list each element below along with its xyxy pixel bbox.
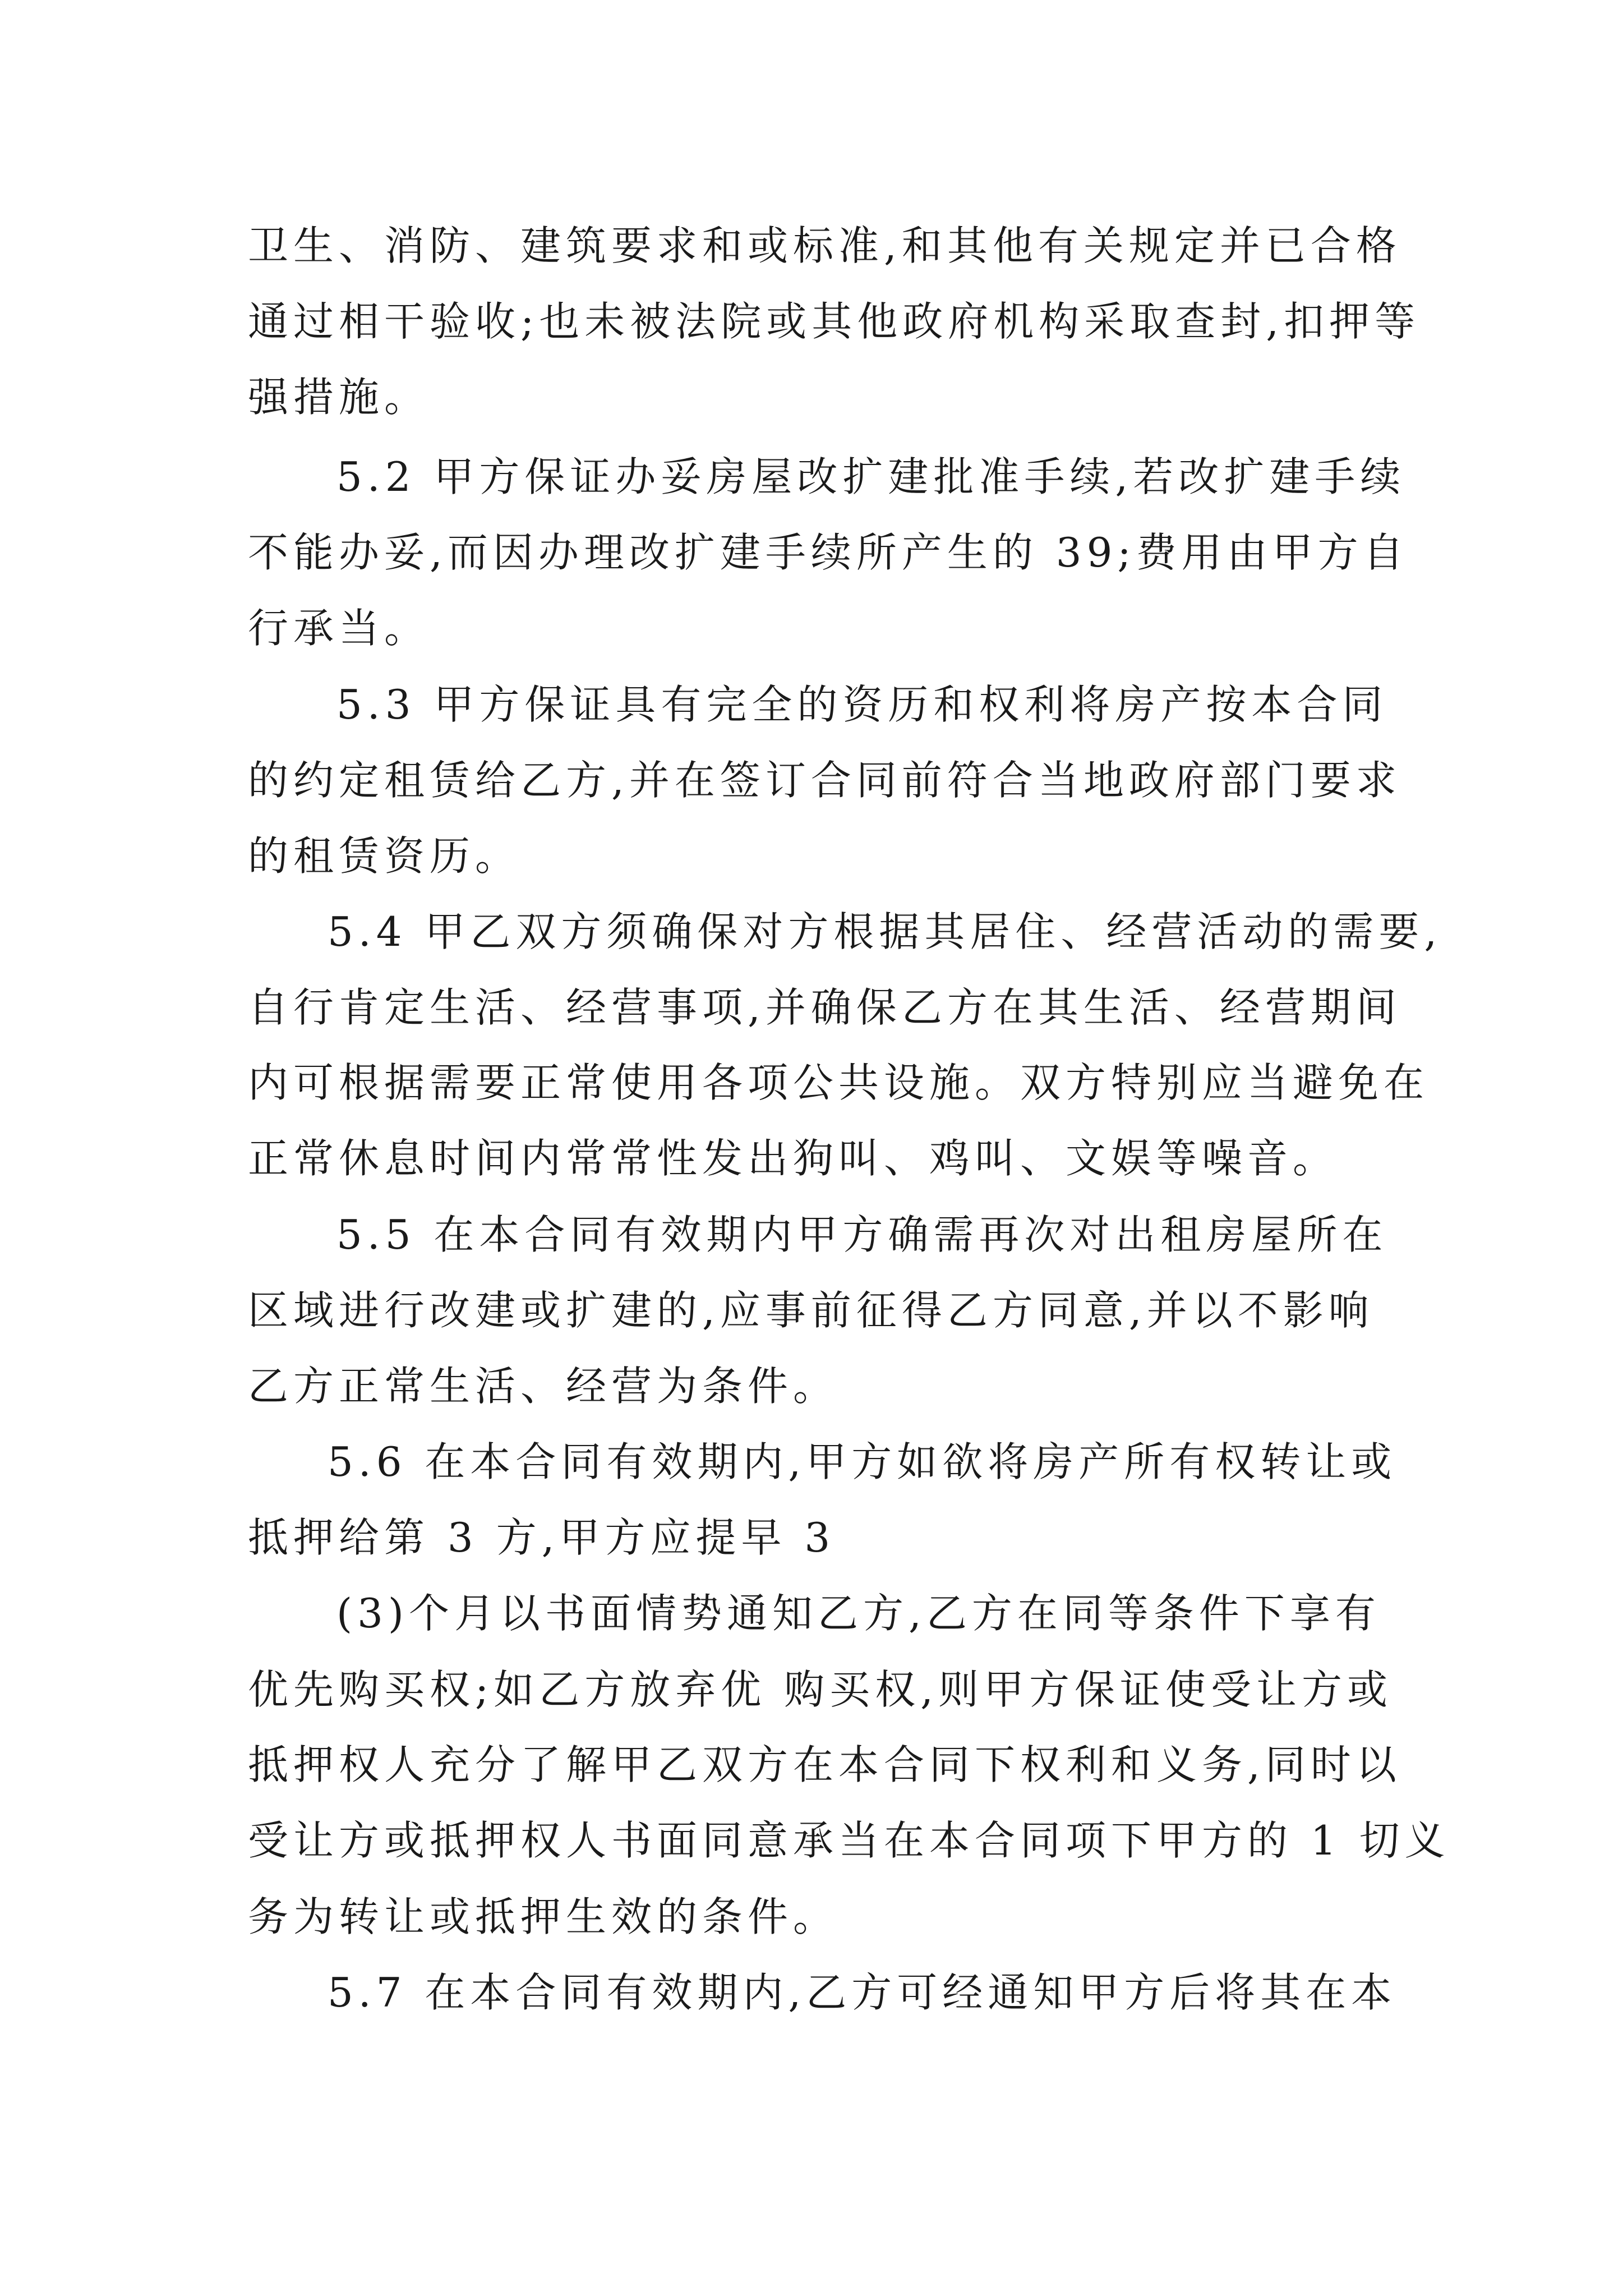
body-text-line: 通过相干验收;也未被法院或其他政府机构采取查封,扣押等 (248, 298, 1421, 345)
body-text-line: 乙方正常生活、经营为条件。 (248, 1363, 839, 1410)
body-text-line: 自行肯定生活、经营事项,并确保乙方在其生活、经营期间 (248, 984, 1401, 1031)
paragraph-first-line: (3)个月以书面情势通知乙方,乙方在同等条件下享有 (336, 1590, 1381, 1637)
body-text-line: 受让方或抵押权人书面同意承当在本合同项下甲方的 1 切义 (248, 1817, 1450, 1864)
body-text-line: 的约定租赁给乙方,并在签订合同前符合当地政府部门要求 (248, 757, 1401, 804)
body-text-line: 的租赁资历。 (248, 832, 521, 880)
clause-5-5-first-line: 5.5 在本合同有效期内甲方确需再次对出租房屋所在 (336, 1211, 1388, 1258)
body-text-line: 强措施。 (248, 374, 430, 421)
clause-5-2-first-line: 5.2 甲方保证办妥房屋改扩建批准手续,若改扩建手续 (336, 453, 1406, 500)
body-text-line: 优先购买权;如乙方放弃优 购买权,则甲方保证使受让方或 (248, 1666, 1393, 1713)
body-text-line: 内可根据需要正常使用各项公共设施。双方特别应当避免在 (248, 1059, 1430, 1106)
body-text-line: 区域进行改建或扩建的,应事前征得乙方同意,并以不影响 (248, 1287, 1374, 1334)
clause-5-6-first-line: 5.6 在本合同有效期内,甲方如欲将房产所有权转让或 (328, 1438, 1397, 1485)
body-text-line: 务为转让或抵押生效的条件。 (248, 1893, 839, 1940)
clause-5-7-first-line: 5.7 在本合同有效期内,乙方可经通知甲方后将其在本 (328, 1969, 1397, 2016)
body-text-line: 正常休息时间内常常性发出狗叫、鸡叫、文娱等噪音。 (248, 1135, 1339, 1182)
body-text-line: 卫生、消防、建筑要求和或标准,和其他有关规定并已合格 (248, 222, 1401, 269)
body-text-line: 不能办妥,而因办理改扩建手续所产生的 39;费用由甲方自 (248, 529, 1409, 576)
body-text-line: 抵押权人充分了解甲乙双方在本合同下权利和义务,同时以 (248, 1741, 1401, 1788)
body-text-line: 抵押给第 3 方,甲方应提早 3 (248, 1514, 836, 1561)
clause-5-4-first-line: 5.4 甲乙双方须确保对方根据其居住、经营活动的需要, (328, 908, 1442, 955)
clause-5-3-first-line: 5.3 甲方保证具有完全的资历和权利将房产按本合同 (336, 681, 1388, 728)
body-text-line: 行承当。 (248, 605, 430, 652)
